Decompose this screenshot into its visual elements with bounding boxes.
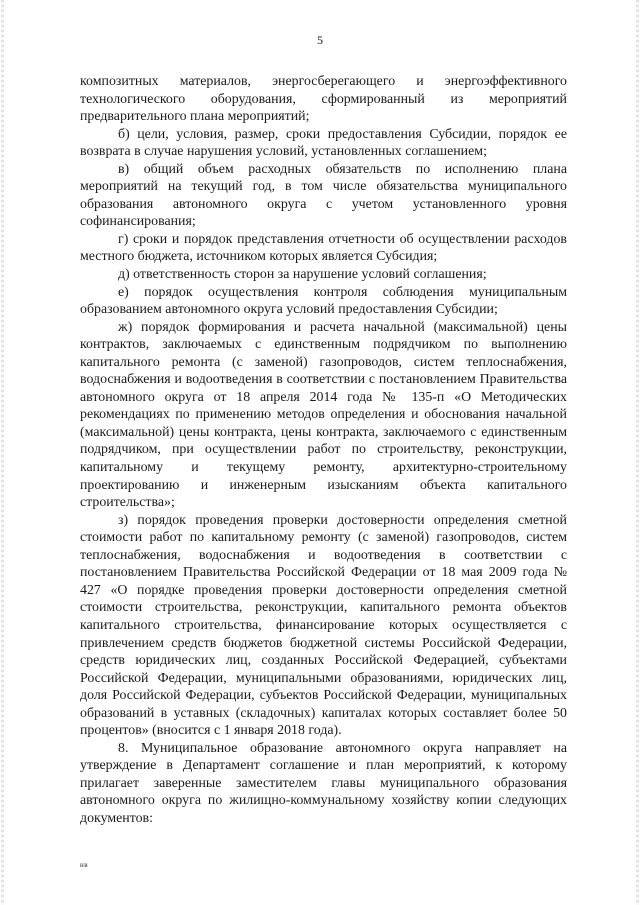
paragraph-item-v: в) общий объем расходных обязательств по исполнению плана мероприятий на текущий год, в том числе обязательства муниципального образования автономного округа с учетом установленного уровня софинансирования; [80, 161, 567, 230]
scan-edge-right [636, 0, 639, 905]
page-number: 5 [317, 33, 323, 47]
paragraph-item-zh: ж) порядок формирования и расчета начальной (максимальной) цены контрактов, заключаемых с единственным подрядчиком по выполнению капитального ремонта (с заменой) газопроводов, систем теплоснабжения, водоснабжения и водоотведения в соответствии с постановлением Правительства автономного округа от 18 апреля 2014 года № 135-п «О Методических рекомендациях по применению методов определения и обоснования начальной (максимальной) цены контракта, цены контракта, заключаемого с единственным подрядчиком, при осуществлении работ по строительству, реконструкции, капитальному и текущему ремонту, архитектурно-строительному проектированию и инженерным изысканиям объекта капитального строительства»; [80, 319, 567, 511]
paragraph-item-z: з) порядок проведения проверки достоверности определения сметной стоимости работ по капитальному ремонту (с заменой) газопроводов, систем теплоснабжения, водоснабжения и водоотведения в соответствии с постановлением Правительства Российской Федерации от 18 мая 2009 года № 427 «О порядке проведения проверки достоверности определения сметной стоимости строительства, реконструкции, капитального ремонта объектов капитального строительства, финансирование которых осуществляется с привлечением средств бюджетов бюджетной системы Российской Федерации, средств юридических лиц, созданных Российской Федерацией, субъектами Российской Федерации, муниципальными образованиями, юридических лиц, доля Российской Федерации, субъектов Российской Федерации, муниципальных образований в уставных (складочных) капиталах которых составляет более 50 процентов» (вносится с 1 января 2018 года). [80, 512, 567, 739]
paragraph-item-b: б) цели, условия, размер, сроки предоставления Субсидии, порядок ее возврата в случае нарушения условий, установленных соглашением; [80, 126, 567, 160]
scan-edge-left [1, 0, 4, 905]
footer-initials: нв [80, 861, 89, 869]
paragraph-item-d: д) ответственность сторон за нарушение условий соглашения; [118, 267, 487, 283]
paragraph-continuation: композитных материалов, энергосберегающего и энергоэффективного технологического оборудования, сформированный из мероприятий предварительного плана мероприятий; [80, 74, 567, 125]
paragraph-item-e: е) порядок осуществления контроля соблюдения муниципальным образованием автономного округа условий предоставления Субсидии; [80, 284, 567, 318]
paragraph-item-g: г) сроки и порядок представления отчетности об осуществлении расходов местного бюджета, источником которых является Субсидия; [80, 231, 567, 265]
document-body [80, 73, 567, 828]
paragraph-section-8: 8. Муниципальное образование автономного округа направляет на утверждение в Департамент соглашение и план мероприятий, к которому прилагает заверенные заместителем главы муниципального образования автономного округа по жилищно-коммунальному хозяйству копии следующих документов: [80, 740, 567, 826]
